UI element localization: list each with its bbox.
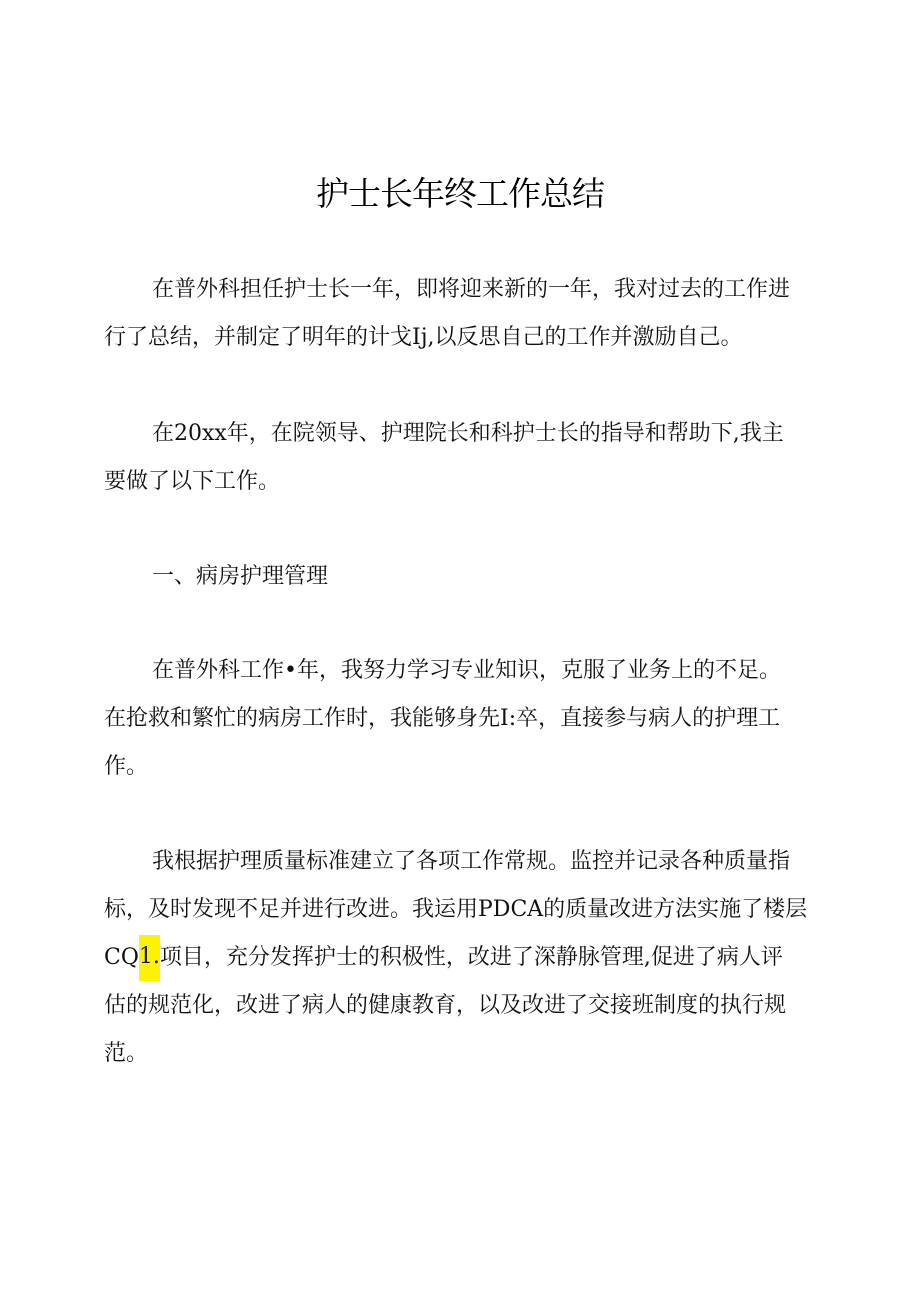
paragraph-intro bbox=[104, 266, 824, 362]
paragraph-line: 行了总结，并制定了明年的计戈Ij,以反思自己的工作并激励自己。 bbox=[104, 325, 743, 350]
paragraph-line: 在普外科工作•年，我努力学习专业知识，克服了业务上的不足。 bbox=[152, 658, 781, 683]
paragraph-line: 标，及时发现不足并进行改进。我运用PDCA的质量改进方法实施了楼层 bbox=[104, 897, 808, 922]
text-highlight: 1. bbox=[139, 935, 160, 981]
document-title: 护士长年终工作总结 bbox=[316, 174, 604, 213]
paragraph-line: 在普外科担任护士长一年，即将迎来新的一年，我对过去的工作进 bbox=[152, 277, 791, 302]
paragraph-line: 在抢救和繁忙的病房工作时，我能够身先I:卒，直接参与病人的护理工 bbox=[104, 706, 781, 731]
paragraph-line: 范。 bbox=[104, 1041, 149, 1066]
paragraph-line: 在20xx年，在院领导、护理院长和科护士长的指导和帮助下,我主 bbox=[152, 421, 784, 446]
paragraph-learning bbox=[104, 647, 824, 791]
paragraph-line: 我根据护理质量标准建立了各项工作常规。监控并记录各种质量指 bbox=[152, 849, 791, 874]
line-prefix: CQ bbox=[104, 945, 139, 970]
line-rest: 项目，充分发挥护士的积极性，改进了深静脉管理,促进了病人评 bbox=[159, 945, 783, 970]
paragraph-line: 估的规范化，改进了病人的健康教育，以及改进了交接班制度的执行规 bbox=[104, 993, 787, 1018]
paragraph-work-overview bbox=[104, 410, 824, 506]
paragraph-line-highlighted bbox=[104, 934, 824, 982]
paragraph-line: 作。 bbox=[104, 754, 149, 779]
section-heading: 一、病房护理管理 bbox=[152, 564, 329, 589]
paragraph-quality bbox=[104, 838, 824, 1078]
paragraph-line: 要做了以下工作。 bbox=[104, 469, 281, 494]
section-heading-ward-management bbox=[104, 553, 824, 601]
